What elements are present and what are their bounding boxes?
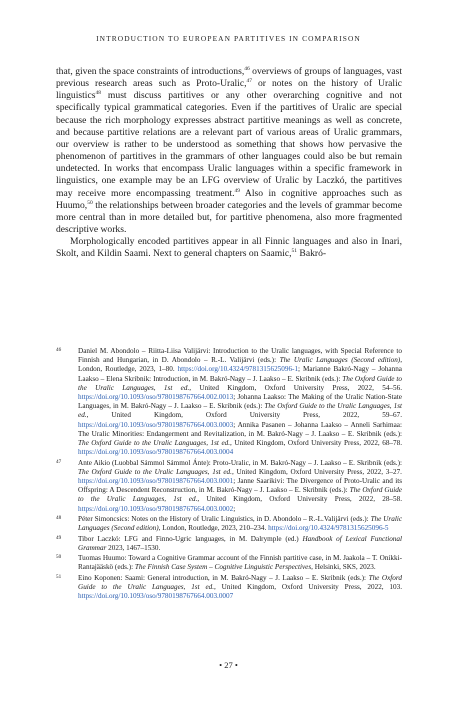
footnote-ref[interactable]: 49 bbox=[234, 187, 241, 194]
footnote-ref[interactable]: 48 bbox=[95, 90, 101, 97]
citation-text: Daniel M. Abondolo – Riitta-Liisa Valijärvi: Introduction to the Uralic languages, with Special Reference to Finnish and Hungarian, in D. Abondolo – R.-L. Valijärvi (eds.): bbox=[78, 347, 402, 365]
citation-text: , United Kingdom, Oxford University Press, 2022, 28–58. bbox=[197, 495, 402, 504]
doi-link[interactable]: https://doi.org/10.1093/oso/9780198767664.003.0004 bbox=[78, 448, 234, 457]
citation-text: ; Annika Pasanen – Johanna Laakso – Anneli Sarhimaa: The Uralic Minorities: Endangerment and Revitalization, in M. Bakró-Nagy – J. Laakso – E. Skribnik (eds.): bbox=[78, 420, 402, 438]
citation-text: ; bbox=[233, 504, 236, 513]
citation-text: ; Janne Saarikivi: The Divergence of Proto-Uralic and its Offspring: A Descendent Reconstruction, in M. Bakró-Nagy – J. Laakso – E. Skribnik (eds.): bbox=[78, 477, 402, 495]
footnote-51 bbox=[56, 574, 402, 602]
citation-text: Ante Aikio (Luobbal Sámmol Sámmol Ánte): Proto-Uralic, in M. Bakró-Nagy – J. Laakso – E. Skribnik (eds.): bbox=[78, 458, 402, 467]
main-text bbox=[56, 66, 402, 261]
citation-text: Tibor Laczkó: LFG and Finno-Ugric languages, in M. Dalrymple (ed.) bbox=[78, 534, 303, 543]
footnote-ref[interactable]: 46 bbox=[244, 66, 250, 72]
citation-text: , United Kingdom, Oxford University Press, 2022, 54–56. bbox=[189, 383, 402, 392]
doi-link[interactable]: https://doi.org/10.1093/oso/9780198767664.003.0003 bbox=[78, 420, 234, 429]
citation-text: ; Marianne Bakró-Nagy – Johanna Laakso – Elena Skribnik: Introduction, in M. Bakró-Nagy – J. Laakso – E. Skribnik (eds.): bbox=[78, 365, 402, 383]
citation-title: The Uralic Languages (Second edition) bbox=[78, 515, 403, 533]
footnote-46 bbox=[56, 347, 402, 457]
citation-title: Handbook of Lexical Functional Grammar bbox=[78, 534, 402, 552]
doi-link[interactable]: https://doi.org/10.4324/9781315625096-5 bbox=[268, 524, 389, 533]
citation-text: 2023, 1467–1530. bbox=[106, 543, 161, 552]
citation-title: The Oxford Guide to the Uralic Languages, 1st ed. bbox=[78, 467, 232, 476]
footnote-50 bbox=[56, 554, 402, 572]
doi-link[interactable]: https://doi.org/10.1093/oso/9780198767664.003.0001 bbox=[78, 477, 234, 486]
footnote-ref[interactable]: 47 bbox=[246, 78, 252, 85]
citation-text: , United Kingdom, Oxford University Press, 2022, 68–78. bbox=[230, 439, 402, 448]
citation-text: ; Johanna Laakso: The Making of the Uralic Nation-State Languages, in M. Bakró-Nagy – J. Laakso – E. Skribnik (eds.): bbox=[78, 393, 402, 411]
footnote-ref[interactable]: 50 bbox=[87, 199, 93, 206]
paragraph-2: Morphologically encoded partitives appear in all Finnic languages and also in Inari, Skolt, and Kildin Saami. Next to general chapters on Saamic,$^{51}$ Bakró- bbox=[56, 236, 402, 260]
citation-title: The Oxford Guide to the Uralic Languages, 1st ed. bbox=[78, 439, 231, 448]
citation-title: The Uralic Languages (Second edition) bbox=[279, 356, 401, 365]
paragraph-1: that, given the space constraints of introductions,$^{46}$ overviews of groups of languages, vast previous research areas such as Proto-Uralic,$^{47}$ or notes on the history of Uralic linguistics$^{48}$ must discuss partitives or any other overarching cognitive and not specifically typical grammatical categories. Even if the partitives of Uralic are special because the rich morphology expresses abstract partitive meanings as well as concrete, and because partitive relations are a relevant part of various areas of Uralic grammars, our overview is rather to be understood as something that shows how pervasive the phenomenon of partitives in the grammars of other languages could also be but remain undetected. In works that encompass Uralic languages within a specific framework in linguistics, one example may be an LFG overview of Uralic by Laczkó, the partitives may receive more encompassing treatment.$^{49}$ Also in cognitive approaches such as Huumo,$^{50}$ the relationships between broader categories and the levels of grammar become more central than in more detailed but, for partitive phenomena, also more fragmented descriptive works. bbox=[56, 66, 402, 236]
citation-title: The Oxford Guide to the Uralic Languages, 1st ed. bbox=[78, 374, 402, 392]
citation-text: , United Kingdom, Oxford University Press, 2022, 3–27. bbox=[231, 467, 402, 476]
citation-title: The Oxford Guide to the Uralic Languages, 1st ed. bbox=[78, 402, 402, 420]
citation-title: The Oxford Guide to the Uralic Languages, 1st ed. bbox=[78, 486, 402, 504]
footnote-48 bbox=[56, 515, 402, 533]
citation-text: , London, Routledge, 2023, 210–234. bbox=[158, 524, 269, 533]
page-number: • 27 • bbox=[219, 660, 238, 670]
footnote-number: 49 bbox=[56, 534, 62, 541]
citation-text: , London, Routledge, 2023, 1–80. bbox=[78, 356, 402, 374]
doi-link[interactable]: https://doi.org/10.1093/oso/9780198767664.002.0013 bbox=[78, 393, 234, 402]
footnote-number: 50 bbox=[56, 554, 62, 561]
doi-link[interactable]: https://doi.org/10.1093/oso/9780198767664.003.0007 bbox=[78, 592, 234, 601]
doi-link[interactable]: https://doi.org/10.1093/oso/9780198767664.003.0002 bbox=[78, 504, 234, 513]
citation-text: Tuomas Huumo: Toward a Cognitive Grammar account of the Finnish partitive case, in M. Jaakola – T. Onikki-Rantajääskö (eds.): bbox=[78, 554, 402, 572]
running-head: INTRODUCTION TO EUROPEAN PARTITIVES IN COMPARISON bbox=[96, 34, 361, 43]
footnote-number: 47 bbox=[56, 458, 62, 465]
footnote-47 bbox=[56, 459, 402, 514]
footnote-number: 48 bbox=[56, 515, 62, 522]
citation-text: Eino Koponen: Saami: General introduction, in M. Bakró-Nagy – J. Laakso – E. Skribnik (eds.): bbox=[78, 573, 369, 582]
footnote-ref[interactable]: 51 bbox=[291, 248, 298, 255]
citation-text: , Helsinki, SKS, 2023. bbox=[311, 563, 376, 572]
citation-title: The Oxford Guide to the Uralic Languages, 1st ed. bbox=[78, 573, 402, 592]
footnote-number: 51 bbox=[56, 573, 62, 580]
footnote-number: 46 bbox=[56, 347, 62, 353]
doi-link[interactable]: https://doi.org/10.4324/9781315625096-1 bbox=[177, 365, 299, 374]
citation-title: The Finnish Case System – Cognitive Linguistic Perspectives bbox=[134, 563, 312, 572]
citation-text: , United Kingdom, Oxford University Press, 2022, 59–67. bbox=[86, 411, 402, 420]
citation-text: Péter Simoncsics: Notes on the History of Uralic Linguistics, in D. Abondolo – R.-L.Valijärvi (eds.): bbox=[78, 515, 371, 524]
citation-text: , United Kingdom, Oxford University Press, 2022, 103. bbox=[214, 583, 403, 592]
footnotes-section bbox=[56, 347, 402, 603]
footnote-49 bbox=[56, 535, 402, 553]
